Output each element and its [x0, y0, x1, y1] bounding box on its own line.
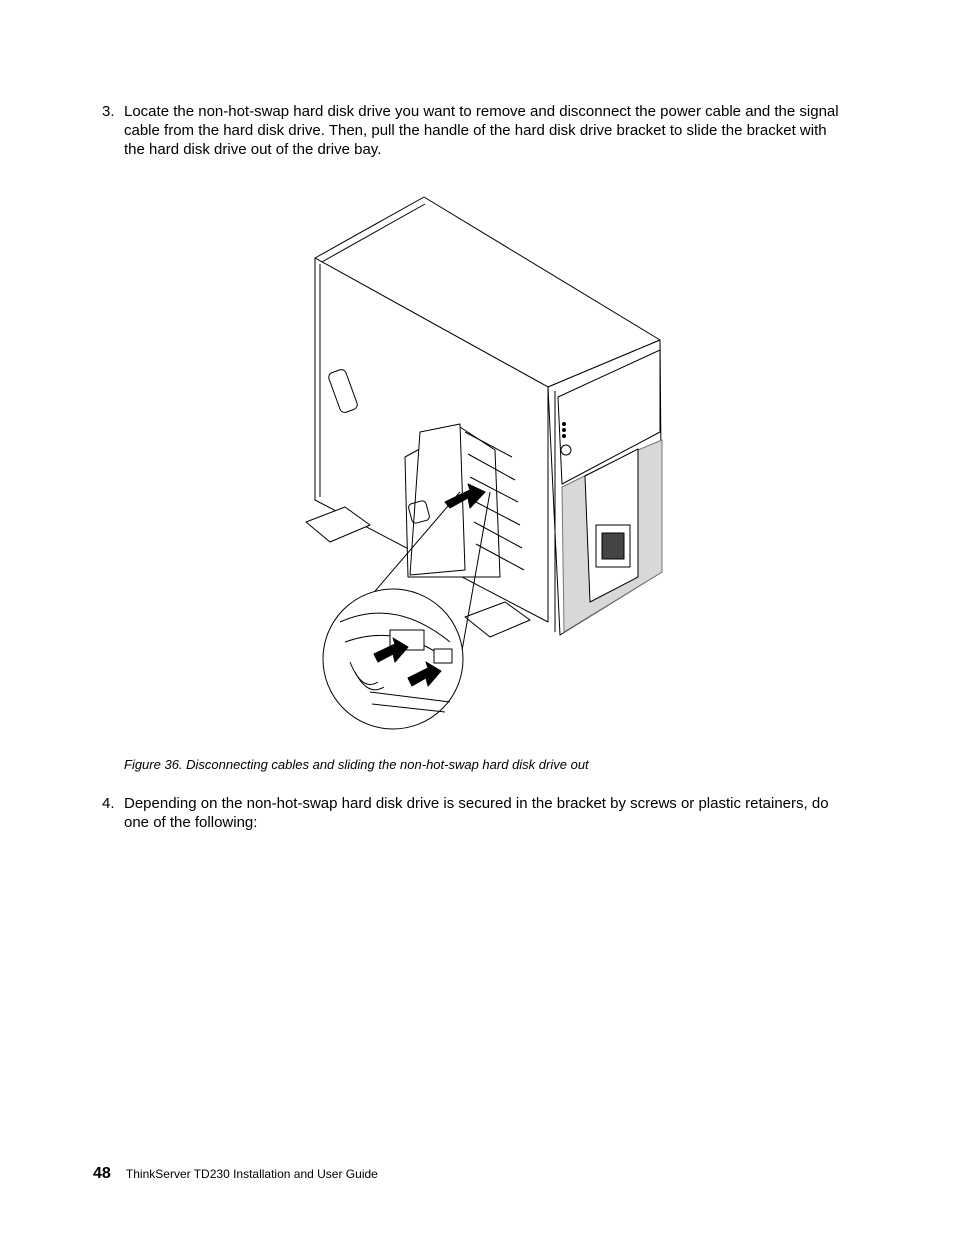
step-4 [102, 794, 847, 832]
step-text: Depending on the non-hot-swap hard disk drive is secured in the bracket by screws or plastic retainers, do one of the following: [124, 795, 829, 831]
server-drive-illustration [300, 192, 680, 737]
figure-caption: Figure 36. Disconnecting cables and sliding the non-hot-swap hard disk drive out [124, 757, 589, 772]
step-number: 4. [102, 795, 115, 812]
page-number: 48 [93, 1165, 111, 1182]
step-text: Locate the non-hot-swap hard disk drive you want to remove and disconnect the power cable and the signal cable from the hard disk drive. Then, pull the handle of the hard disk drive bracket to slide the bracket with the hard disk drive out of the drive bay. [124, 103, 839, 158]
document-title: ThinkServer TD230 Installation and User Guide [125, 1167, 378, 1181]
page-footer [93, 1165, 378, 1183]
step-number: 3. [102, 103, 115, 120]
step-3 [102, 102, 847, 159]
